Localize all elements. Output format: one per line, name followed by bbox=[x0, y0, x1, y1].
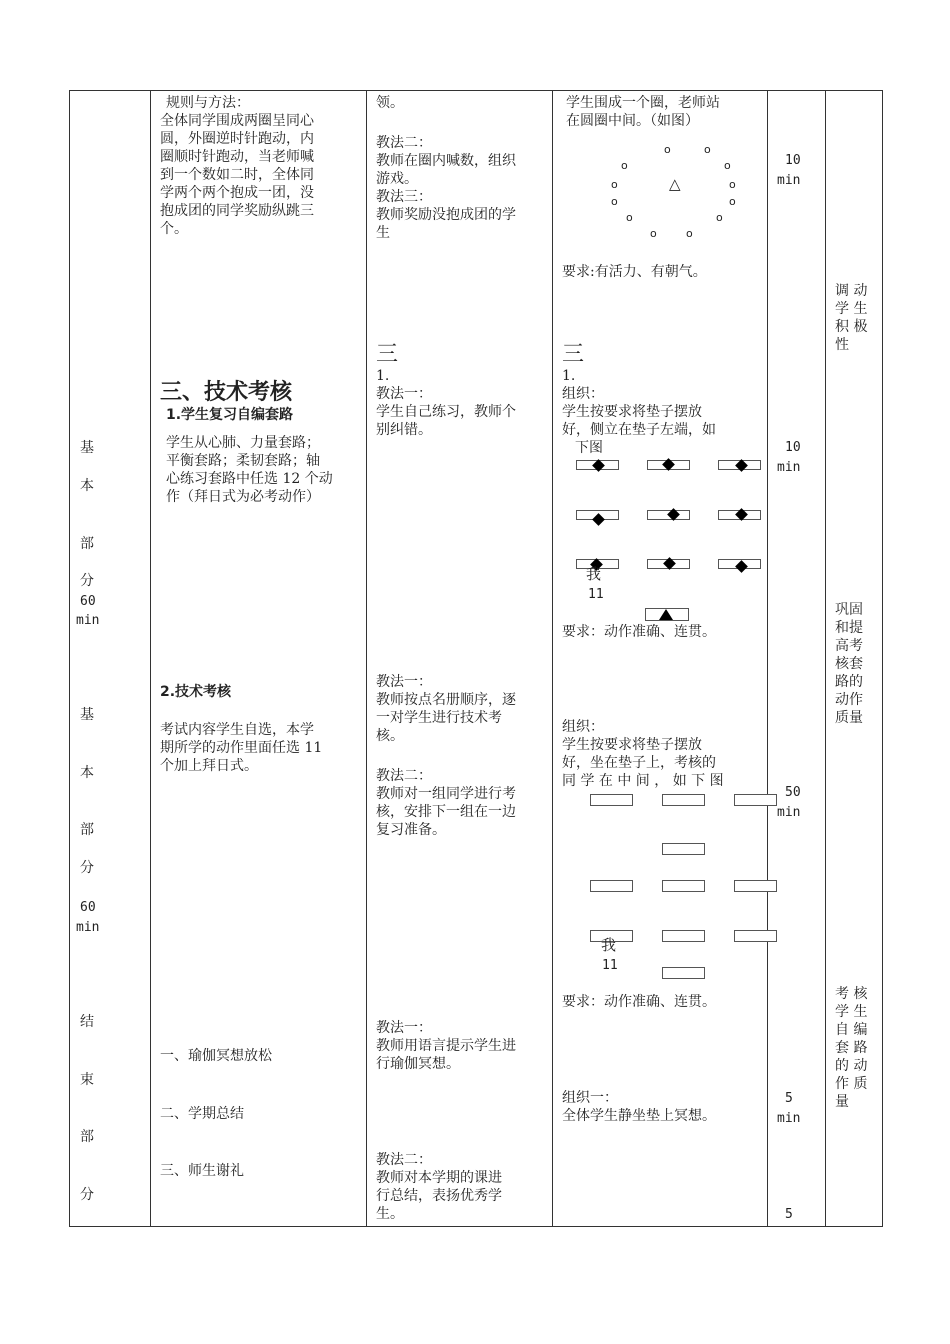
me-number: 11 bbox=[588, 587, 604, 602]
section-num: 1. bbox=[376, 368, 390, 384]
method-line: 核，安排下一组在一边 bbox=[376, 804, 516, 820]
org-line: 同 学 在 中 间 ， 如 下 图 bbox=[562, 773, 724, 789]
label-char: 基 bbox=[80, 440, 94, 456]
review-line: 平衡套路；柔韧套路；轴 bbox=[166, 453, 320, 469]
purpose-line: 性 bbox=[835, 337, 849, 353]
org-requirement: 要求：动作准确、连贯。 bbox=[562, 994, 716, 1010]
rules-line: 学两个两个抱成一团，没 bbox=[160, 185, 314, 201]
student-marker: o bbox=[686, 227, 693, 240]
method-title: 教法三： bbox=[376, 189, 432, 205]
tech-heading: 三、技术考核 bbox=[160, 380, 293, 405]
yoga-mat bbox=[734, 930, 777, 942]
time-unit: min bbox=[777, 1111, 801, 1126]
student-marker: o bbox=[611, 195, 618, 208]
purpose-line: 高考 bbox=[835, 638, 863, 654]
org-line: 在圆圈中间。（如图） bbox=[566, 113, 699, 129]
label-char: 结 bbox=[80, 1014, 94, 1030]
method-line: 教师用语言提示学生进 bbox=[376, 1038, 516, 1054]
time-value: 10 bbox=[785, 153, 801, 168]
method-line: 生 bbox=[376, 225, 390, 241]
section-mark: 三 bbox=[376, 342, 399, 367]
col-border-6 bbox=[882, 90, 883, 1227]
method-line: 学生自己练习，教师个 bbox=[376, 404, 516, 420]
org-line: 下图 bbox=[575, 440, 603, 456]
me-label: 我 bbox=[586, 565, 602, 583]
method-title: 教法二： bbox=[376, 135, 432, 151]
student-marker: o bbox=[724, 159, 731, 172]
end-item: 二、学期总结 bbox=[160, 1106, 244, 1122]
yoga-mat bbox=[662, 880, 705, 892]
exam-line: 考试内容学生自选，本学 bbox=[160, 722, 314, 738]
end-item: 一、瑜伽冥想放松 bbox=[160, 1048, 272, 1064]
label-char: min bbox=[76, 613, 100, 628]
rules-line: 圆，外圈逆时针跑动，内 bbox=[160, 131, 314, 147]
rules-line: 抱成团的同学奖励纵跳三 bbox=[160, 203, 314, 219]
org-line: 学生按要求将垫子摆放 bbox=[562, 404, 702, 420]
method-line: 行总结，表扬优秀学 bbox=[376, 1188, 502, 1204]
method-line: 教师按点名册顺序，逐 bbox=[376, 692, 516, 708]
label-char: min bbox=[76, 920, 100, 935]
student-marker: o bbox=[729, 195, 736, 208]
purpose-line: 量 bbox=[835, 1094, 849, 1110]
rules-line: 到一个数如二时，全体同 bbox=[160, 167, 314, 183]
org-line: 学生围成一个圈，老师站 bbox=[566, 95, 720, 111]
student-marker: o bbox=[704, 143, 711, 156]
rules-title: 规则与方法： bbox=[166, 95, 250, 111]
method-title: 教法二： bbox=[376, 1152, 432, 1168]
col-border-1 bbox=[150, 90, 151, 1227]
exam-line: 期所学的动作里面任选 11 bbox=[160, 740, 323, 756]
time-unit: min bbox=[777, 460, 801, 475]
student-marker: o bbox=[729, 178, 736, 191]
purpose-line: 巩固 bbox=[835, 602, 863, 618]
label-char: 本 bbox=[80, 478, 94, 494]
col-border-2 bbox=[366, 90, 367, 1227]
student-marker: o bbox=[664, 143, 671, 156]
method-line: 行瑜伽冥想。 bbox=[376, 1056, 460, 1072]
time-value: 5 bbox=[785, 1091, 793, 1106]
purpose-line: 积 极 bbox=[835, 319, 868, 335]
label-char: 分 bbox=[80, 1187, 94, 1203]
time-unit: min bbox=[777, 805, 801, 820]
end-item: 三、师生谢礼 bbox=[160, 1163, 244, 1179]
student-marker: o bbox=[611, 178, 618, 191]
yoga-mat bbox=[734, 794, 777, 806]
purpose-line: 调 动 bbox=[835, 283, 868, 299]
method-line: 核。 bbox=[376, 728, 404, 744]
purpose-line: 核套 bbox=[835, 656, 863, 672]
review-title: 1.学生复习自编套路 bbox=[166, 407, 294, 423]
label-char: 部 bbox=[80, 1129, 94, 1145]
method-line: 复习准备。 bbox=[376, 822, 446, 838]
method-line: 一对学生进行技术考 bbox=[376, 710, 502, 726]
method-title: 教法一： bbox=[376, 1020, 432, 1036]
label-char: 60 bbox=[80, 900, 96, 915]
purpose-line: 考 核 bbox=[835, 986, 868, 1002]
org-requirement: 要求:有活力、有朝气。 bbox=[562, 264, 707, 280]
label-char: 分 bbox=[80, 573, 94, 589]
time-value: 10 bbox=[785, 440, 801, 455]
purpose-line: 质量 bbox=[835, 710, 863, 726]
yoga-mat bbox=[590, 880, 633, 892]
purpose-line: 作 质 bbox=[835, 1076, 868, 1092]
purpose-line: 学 生 bbox=[835, 301, 868, 317]
me-label: 我 bbox=[601, 936, 617, 954]
teacher-mat bbox=[662, 967, 705, 979]
table-bottom-border bbox=[69, 1226, 882, 1227]
col-border-4 bbox=[767, 90, 768, 1227]
method-title: 教法一： bbox=[376, 386, 432, 402]
org-title: 组织： bbox=[562, 386, 604, 402]
yoga-mat bbox=[590, 794, 633, 806]
section-num: 1. bbox=[562, 368, 576, 384]
purpose-line: 自 编 bbox=[835, 1022, 868, 1038]
label-char: 本 bbox=[80, 765, 94, 781]
org-title: 组织： bbox=[562, 719, 604, 735]
purpose-line: 学 生 bbox=[835, 1004, 868, 1020]
purpose-line: 和提 bbox=[835, 620, 863, 636]
rules-line: 圈顺时针跑动，当老师喊 bbox=[160, 149, 314, 165]
label-char: 60 bbox=[80, 594, 96, 609]
method-line: 教师奖励没抱成团的学 bbox=[376, 207, 516, 223]
purpose-line: 的 动 bbox=[835, 1058, 868, 1074]
label-char: 部 bbox=[80, 536, 94, 552]
student-marker: o bbox=[650, 227, 657, 240]
method-line: 教师对本学期的课进 bbox=[376, 1170, 502, 1186]
time-unit: min bbox=[777, 173, 801, 188]
student-marker: o bbox=[621, 159, 628, 172]
rules-line: 个。 bbox=[160, 221, 188, 237]
review-line: 作（拜日式为必考动作） bbox=[166, 489, 320, 505]
label-char: 部 bbox=[80, 822, 94, 838]
label-char: 分 bbox=[80, 860, 94, 876]
section-mark: 三 bbox=[562, 342, 585, 367]
student-marker: o bbox=[716, 211, 723, 224]
col-border-3 bbox=[552, 90, 553, 1227]
label-char: 基 bbox=[80, 707, 94, 723]
org-line: 好，坐在垫子上，考核的 bbox=[562, 755, 716, 771]
org-requirement: 要求：动作准确、连贯。 bbox=[562, 624, 716, 640]
exam-line: 个加上拜日式。 bbox=[160, 758, 258, 774]
method-line: 教师对一组同学进行考 bbox=[376, 786, 516, 802]
yoga-mat bbox=[662, 843, 705, 855]
teacher-line: 领。 bbox=[376, 95, 404, 111]
yoga-mat bbox=[662, 930, 705, 942]
yoga-mat bbox=[662, 794, 705, 806]
purpose-line: 路的 bbox=[835, 674, 863, 690]
org-line: 好，侧立在垫子左端，如 bbox=[562, 422, 716, 438]
review-line: 学生从心肺、力量套路； bbox=[166, 435, 320, 451]
purpose-line: 套 路 bbox=[835, 1040, 868, 1056]
method-line: 别纠错。 bbox=[376, 422, 432, 438]
method-line: 游戏。 bbox=[376, 171, 418, 187]
exam-title: 2.技术考核 bbox=[160, 684, 232, 700]
teacher-triangle-icon: △ bbox=[669, 175, 681, 193]
purpose-line: 动作 bbox=[835, 692, 863, 708]
method-line: 生。 bbox=[376, 1206, 404, 1222]
student-marker: o bbox=[626, 211, 633, 224]
method-title: 教法一： bbox=[376, 674, 432, 690]
org-line: 学生按要求将垫子摆放 bbox=[562, 737, 702, 753]
col-border-0 bbox=[69, 90, 70, 1227]
rules-line: 全体同学围成两圈呈同心 bbox=[160, 113, 314, 129]
method-title: 教法二： bbox=[376, 768, 432, 784]
me-number: 11 bbox=[602, 958, 618, 973]
label-char: 束 bbox=[80, 1072, 94, 1088]
col-border-5 bbox=[825, 90, 826, 1227]
time-value: 50 bbox=[785, 785, 801, 800]
org-title: 组织一： bbox=[562, 1090, 618, 1106]
org-line: 全体学生静坐垫上冥想。 bbox=[562, 1108, 716, 1124]
review-line: 心练习套路中任选 12 个动 bbox=[166, 471, 333, 487]
table-top-border bbox=[69, 90, 882, 91]
method-line: 教师在圈内喊数，组织 bbox=[376, 153, 516, 169]
yoga-mat bbox=[734, 880, 777, 892]
time-value: 5 bbox=[785, 1207, 793, 1222]
teacher-triangle-icon bbox=[659, 609, 673, 620]
